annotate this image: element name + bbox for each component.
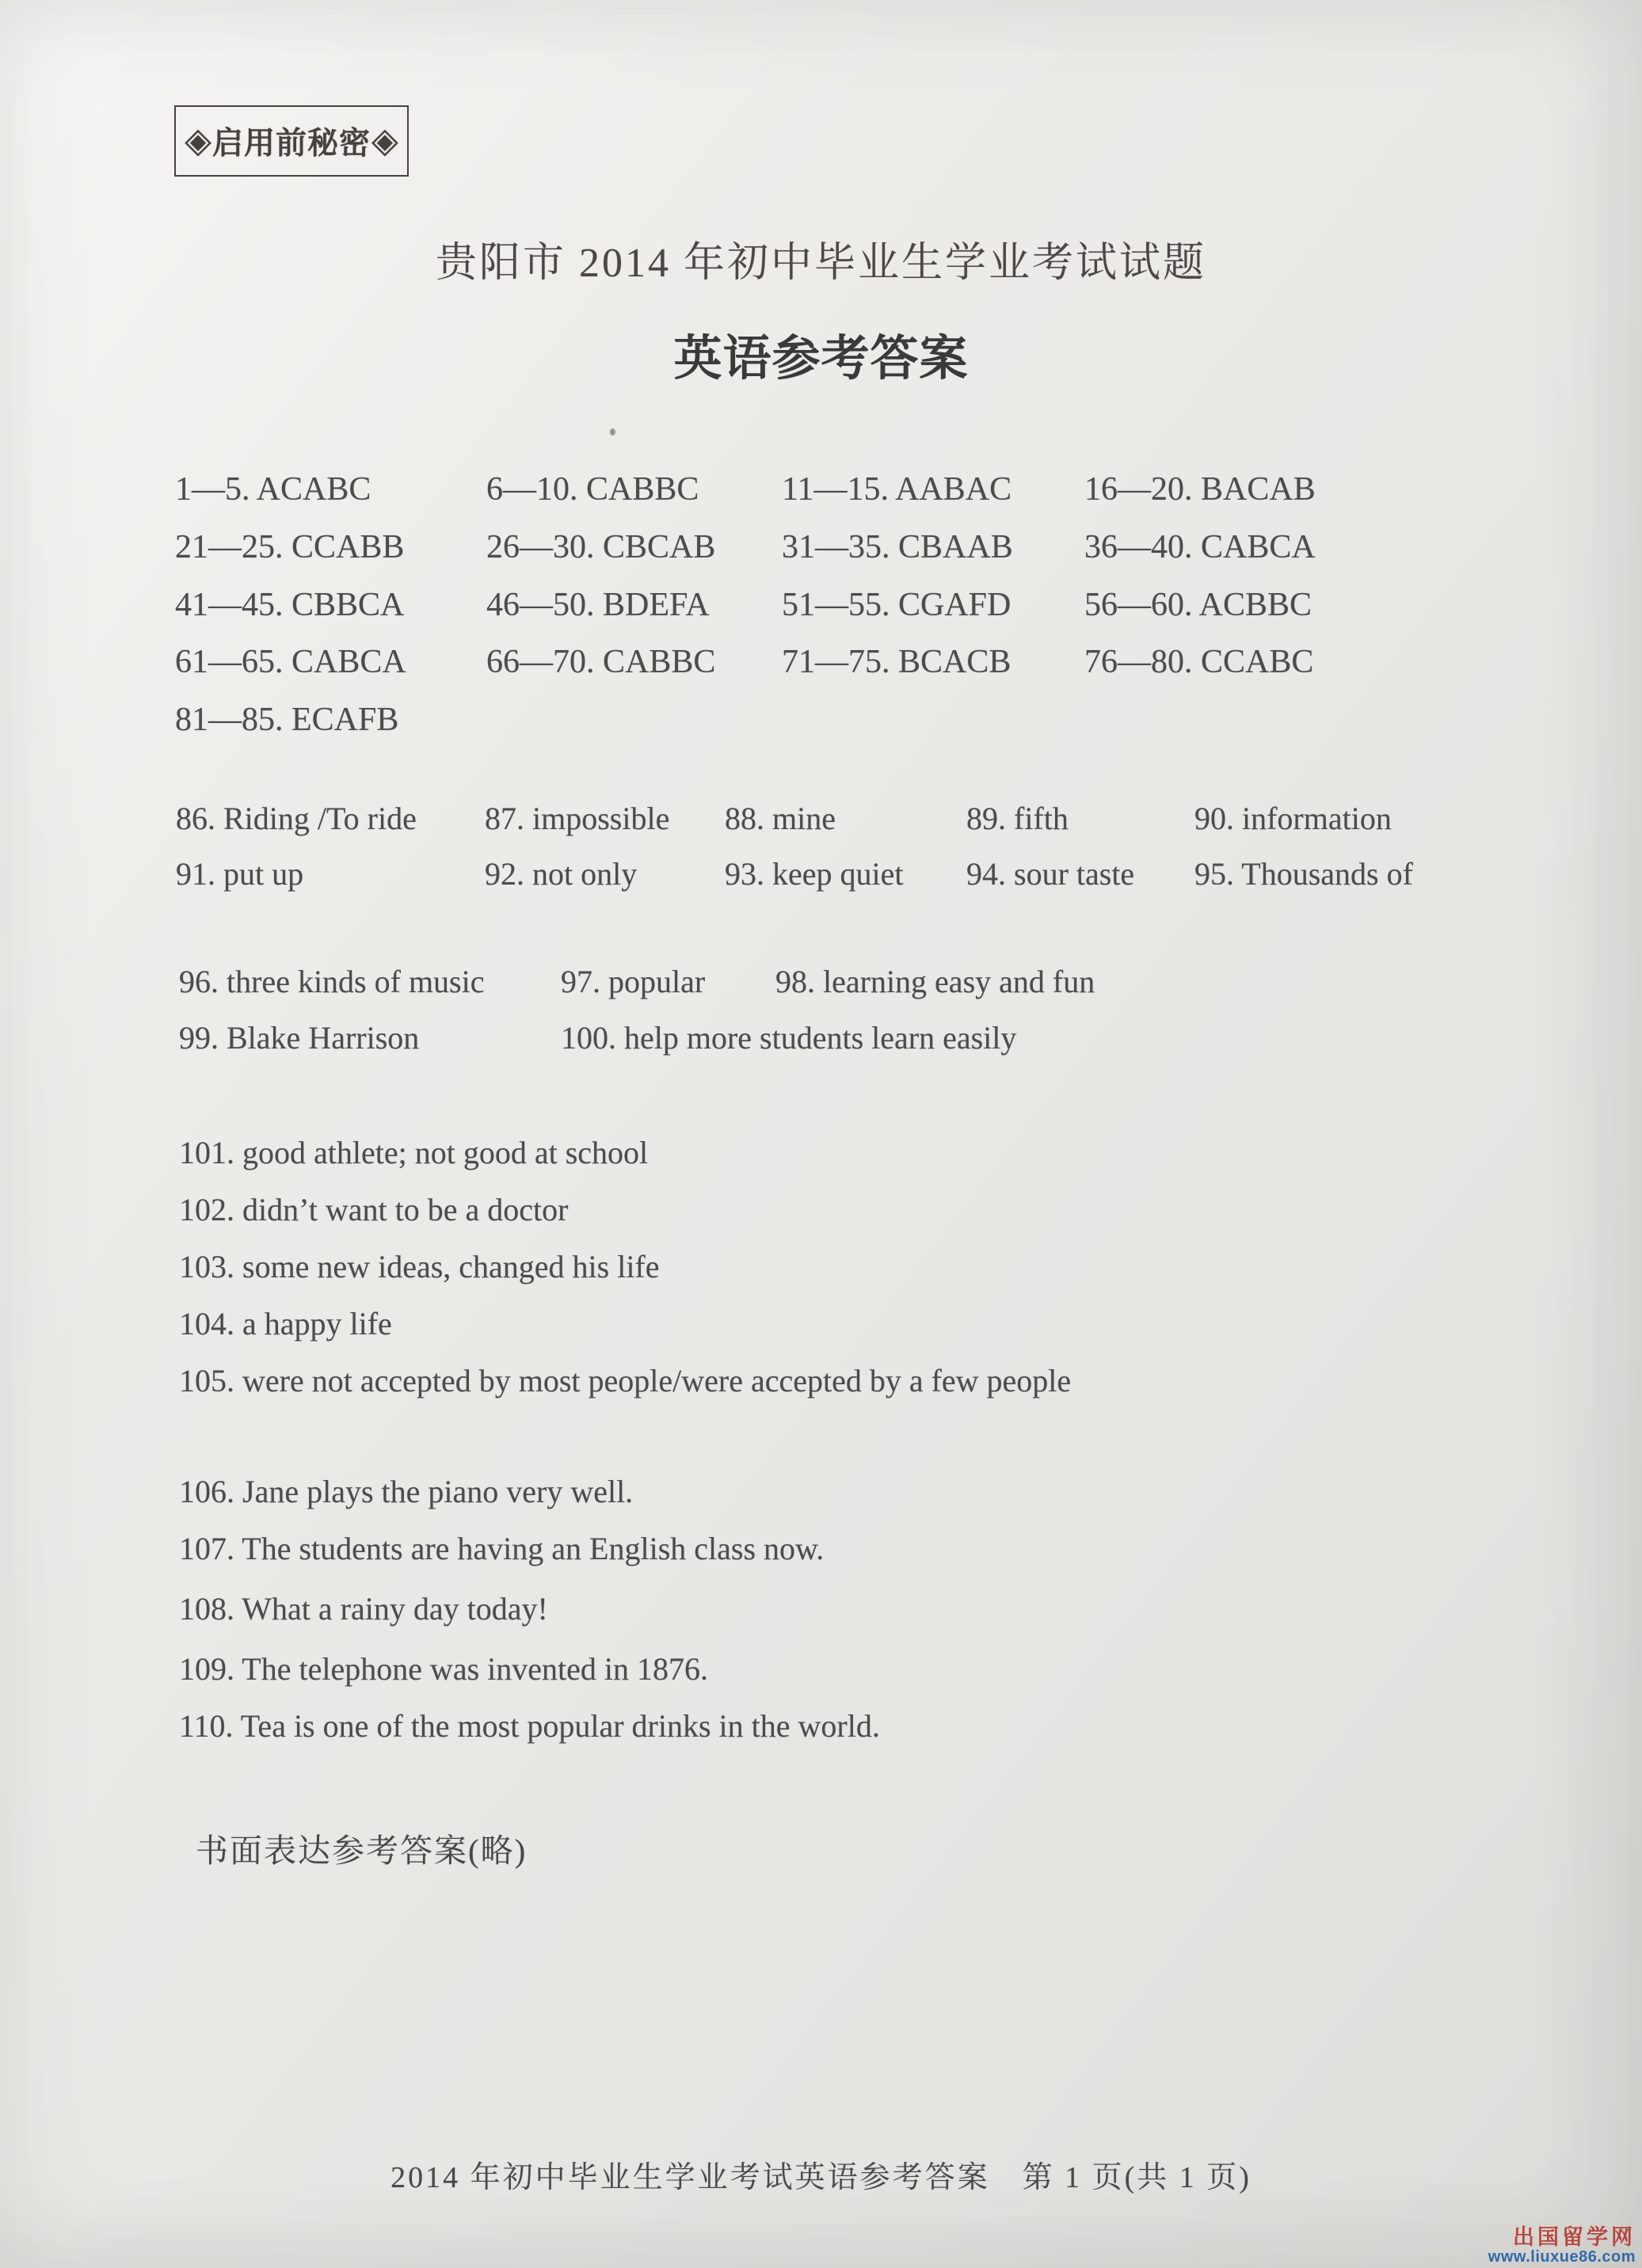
- answer-item: 105. were not accepted by most people/were accepted by a few people: [179, 1363, 1072, 1398]
- answer-group: 76—80. CCABC: [1084, 644, 1314, 680]
- answer-item: 96. three kinds of music: [179, 964, 485, 999]
- answer-line-106: [0, 1475, 1642, 1514]
- answer-item: 89. fifth: [966, 801, 1069, 836]
- paper-speck: [610, 428, 615, 436]
- answer-item: 93. keep quiet: [725, 856, 904, 892]
- watermark-site-name: 出国留学网: [1513, 2225, 1636, 2250]
- answer-group: 31—35. CBAAB: [782, 529, 1013, 565]
- diamond-icon: ◈: [185, 121, 211, 160]
- secrecy-stamp-box: [174, 105, 409, 177]
- answer-item: 106. Jane plays the piano very well.: [179, 1474, 634, 1509]
- answer-line-103: [0, 1250, 1642, 1289]
- answer-key-heading: 英语参考答案: [673, 331, 969, 385]
- answer-group: 6—10. CABBC: [486, 471, 699, 508]
- answer-item: 95. Thousands of: [1194, 856, 1413, 892]
- answer-line-105: [0, 1364, 1642, 1403]
- answer-item: 92. not only: [485, 856, 638, 892]
- answer-group: 66—70. CABBC: [486, 644, 716, 680]
- answer-line-110: [0, 1709, 1642, 1749]
- answer-group: 26—30. CBCAB: [486, 529, 716, 565]
- diamond-icon: ◈: [371, 121, 398, 160]
- answer-item: 86. Riding /To ride: [176, 801, 417, 836]
- answer-line-101: [0, 1136, 1642, 1175]
- answer-item: 102. didn’t want to be a doctor: [179, 1192, 569, 1227]
- choice-row-5: [0, 702, 1642, 742]
- secrecy-stamp-label: 启用前秘密: [211, 127, 371, 161]
- choice-row-4: [0, 645, 1642, 684]
- answer-item: 101. good athlete; not good at school: [179, 1135, 649, 1170]
- answer-item: 98. learning easy and fun: [775, 964, 1095, 999]
- answer-group: 81—85. ECAFB: [175, 702, 399, 738]
- answer-group: 36—40. CABCA: [1084, 529, 1316, 565]
- answer-group: 21—25. CCABB: [175, 529, 405, 565]
- page-footer: 2014 年初中毕业生学业考试英语参考答案 第 1 页(共 1 页): [390, 2161, 1252, 2194]
- answer-item: 87. impossible: [485, 801, 670, 836]
- answer-line-102: [0, 1193, 1642, 1232]
- choice-row-2: [0, 530, 1642, 569]
- answer-line-108: [0, 1592, 1642, 1631]
- answer-item: 104. a happy life: [179, 1306, 392, 1341]
- answer-item: 103. some new ideas, changed his life: [179, 1249, 660, 1284]
- answer-group: 1—5. ACABC: [175, 471, 371, 508]
- answer-item: 100. help more students learn easily: [561, 1020, 1017, 1056]
- answer-item: 94. sour taste: [966, 856, 1135, 892]
- answer-group: 51—55. CGAFD: [782, 587, 1011, 623]
- answer-item: 97. popular: [561, 964, 706, 999]
- answer-group: 56—60. ACBBC: [1084, 587, 1312, 623]
- exam-title: 贵阳市 2014 年初中毕业生学业考试试题: [435, 241, 1206, 286]
- answer-group: 11—15. AABAC: [782, 471, 1012, 508]
- answer-group: 41—45. CBBCA: [175, 587, 405, 623]
- answer-group: 61—65. CABCA: [175, 644, 406, 680]
- watermark-site-url: www.liuxue86.com: [1488, 2247, 1636, 2266]
- choice-row-1: [0, 472, 1642, 512]
- fill-row-1: [0, 801, 1642, 841]
- answer-item: 88. mine: [725, 801, 836, 836]
- reading-row-2: [0, 1021, 1642, 1060]
- answer-item: 109. The telephone was invented in 1876.: [179, 1651, 709, 1687]
- answer-item: 108. What a rainy day today!: [179, 1591, 548, 1627]
- answer-group: 71—75. BCACB: [782, 644, 1011, 680]
- fill-row-2: [0, 857, 1642, 896]
- answer-item: 110. Tea is one of the most popular drinks in the world.: [179, 1708, 880, 1744]
- answer-line-107: [0, 1532, 1642, 1571]
- answer-group: 16—20. BACAB: [1084, 471, 1316, 508]
- written-expression-note: 书面表达参考答案(略): [196, 1832, 528, 1869]
- answer-item: 90. information: [1194, 801, 1392, 836]
- reading-row-1: [0, 965, 1642, 1004]
- answer-line-104: [0, 1307, 1642, 1346]
- answer-line-109: [0, 1652, 1642, 1691]
- answer-item: 107. The students are having an English class now.: [179, 1531, 825, 1566]
- answer-group: 46—50. BDEFA: [486, 587, 710, 623]
- answer-item: 99. Blake Harrison: [179, 1020, 420, 1056]
- answer-item: 91. put up: [176, 856, 304, 892]
- choice-row-3: [0, 588, 1642, 627]
- site-watermark: [1488, 2227, 1636, 2265]
